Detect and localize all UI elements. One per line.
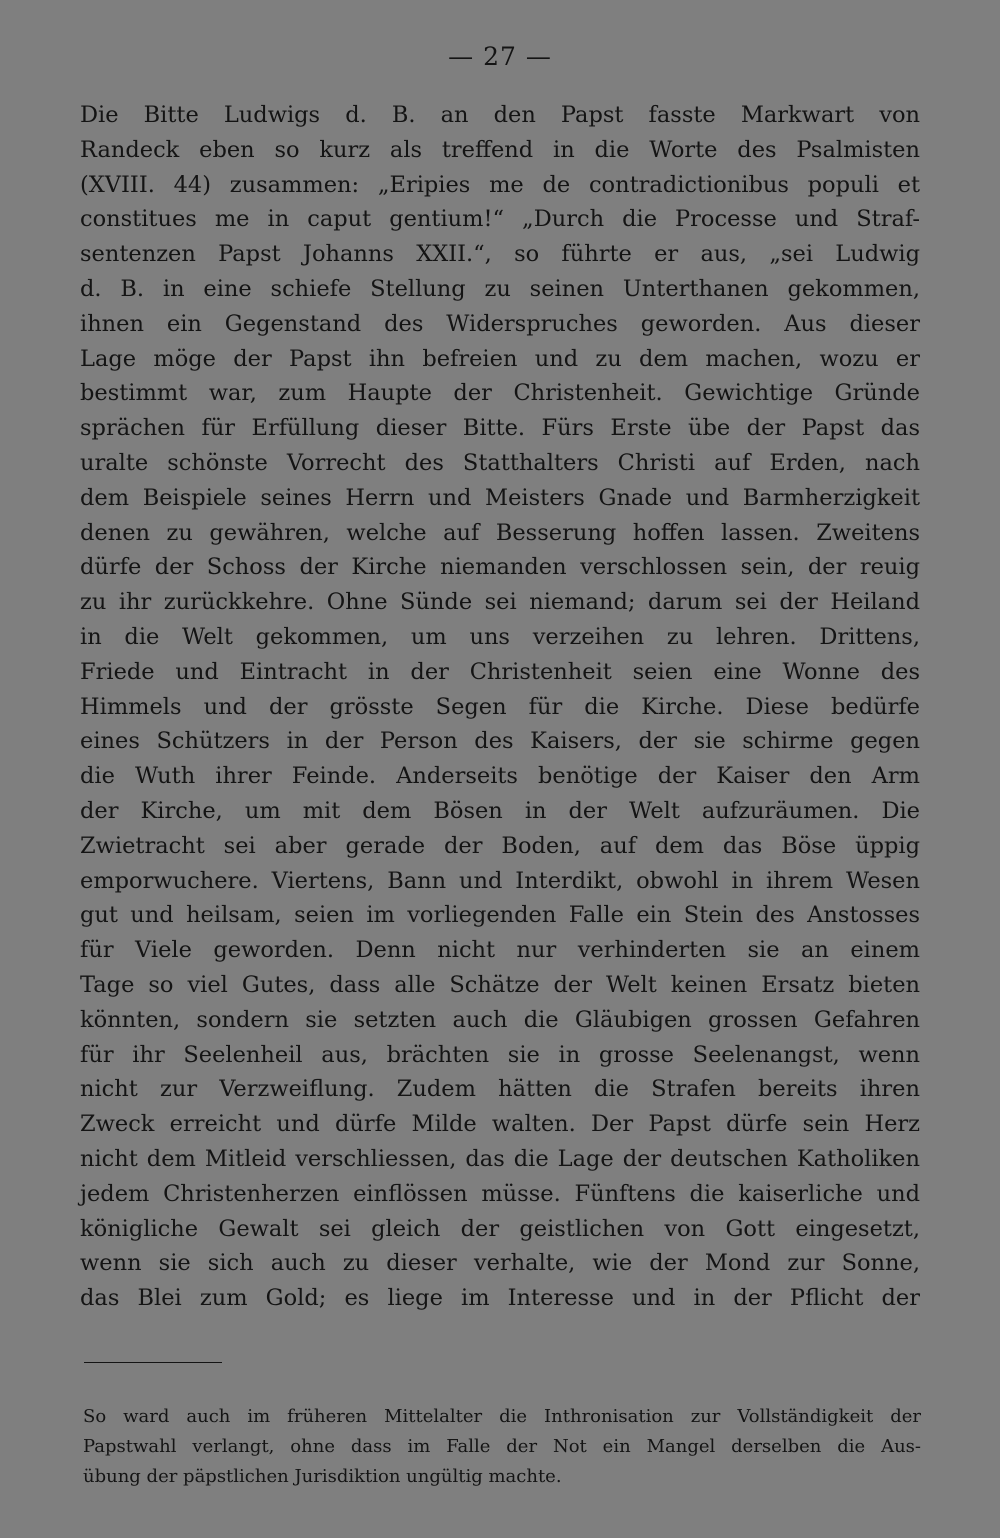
text-line: sentenzen Papst Johanns XXII.“, so führte er aus, „sei Ludwig <box>80 241 920 268</box>
text-line: denen zu gewähren, welche auf Besserung hoffen lassen. Zweitens <box>80 519 920 546</box>
footnote-divider <box>84 1362 222 1363</box>
text-line: bestimmt war, zum Haupte der Christenheit. Gewichtige Gründe <box>80 380 920 407</box>
text-line: Zweck erreicht und dürfe Milde walten. Der Papst dürfe sein Herz <box>80 1111 920 1138</box>
text-line: Lage möge der Papst ihn befreien und zu dem machen, wozu er <box>80 345 920 372</box>
text-line: Friede und Eintracht in der Christenheit seien eine Wonne des <box>80 658 920 685</box>
footnote-line: übung der päpstlichen Jurisdiktion ungültig machte. <box>83 1466 562 1487</box>
footnote <box>83 1402 921 1492</box>
footnote-line: So ward auch im früheren Mittelalter die Inthronisation zur Vollständigkeit der <box>83 1406 921 1427</box>
text-line: (XVIII. 44) zusammen: „Eripies me de contradictionibus populi et <box>80 171 920 198</box>
text-line: für Viele geworden. Denn nicht nur verhinderten sie an einem <box>80 937 920 964</box>
text-line: dem Beispiele seines Herrn und Meisters Gnade und Barmherzigkeit <box>80 484 920 511</box>
text-line: die Wuth ihrer Feinde. Anderseits benötige der Kaiser den Arm <box>80 763 920 790</box>
text-line: constitues me in caput gentium!“ „Durch die Processe und Straf- <box>80 206 920 233</box>
text-line: ihnen ein Gegenstand des Widerspruches geworden. Aus dieser <box>80 310 920 337</box>
text-line: in die Welt gekommen, um uns verzeihen zu lehren. Drittens, <box>80 623 920 650</box>
text-line: zu ihr zurückkehre. Ohne Sünde sei niemand; darum sei der Heiland <box>80 589 920 616</box>
text-line: eines Schützers in der Person des Kaisers, der sie schirme gegen <box>80 728 920 755</box>
text-line: jedem Christenherzen einflössen müsse. Fünftens die kaiserliche und <box>80 1180 920 1207</box>
body-text <box>80 98 920 1316</box>
text-line: dürfe der Schoss der Kirche niemanden verschlossen sein, der reuig <box>80 554 920 581</box>
text-line: Die Bitte Ludwigs d. B. an den Papst fasste Markwart von <box>80 102 920 128</box>
text-line: Randeck eben so kurz als treffend in die Worte des Psalmisten <box>80 136 920 163</box>
text-line: Zwietracht sei aber gerade der Boden, auf dem das Böse üppig <box>80 832 920 859</box>
text-line: das Blei zum Gold; es liege im Interesse und in der Pflicht der <box>80 1285 920 1312</box>
text-line: nicht dem Mitleid verschliessen, das die Lage der deutschen Katholiken <box>80 1145 920 1172</box>
text-line: königliche Gewalt sei gleich der geistlichen von Gott eingesetzt, <box>80 1215 920 1242</box>
text-line: nicht zur Verzweiflung. Zudem hätten die Strafen bereits ihren <box>80 1076 920 1103</box>
text-line: Himmels und der grösste Segen für die Kirche. Diese bedürfe <box>80 693 920 720</box>
text-line: Tage so viel Gutes, dass alle Schätze der Welt keinen Ersatz bieten <box>80 971 920 998</box>
text-line: für ihr Seelenheil aus, brächten sie in grosse Seelenangst, wenn <box>80 1041 920 1068</box>
text-line: gut und heilsam, seien im vorliegenden Falle ein Stein des Anstosses <box>80 902 920 929</box>
page-number: — 27 — <box>448 42 552 71</box>
text-line: d. B. in eine schiefe Stellung zu seinen Unterthanen gekommen, <box>80 275 920 302</box>
footnote-line: Papstwahl verlangt, ohne dass im Falle der Not ein Mangel derselben die Aus- <box>83 1436 921 1457</box>
text-line: könnten, sondern sie setzten auch die Gläubigen grossen Gefahren <box>80 1006 920 1033</box>
text-line: wenn sie sich auch zu dieser verhalte, wie der Mond zur Sonne, <box>80 1250 920 1277</box>
text-line: der Kirche, um mit dem Bösen in der Welt aufzuräumen. Die <box>80 797 920 824</box>
text-line: emporwuchere. Viertens, Bann und Interdikt, obwohl in ihrem Wesen <box>80 867 920 894</box>
text-line: uralte schönste Vorrecht des Statthalters Christi auf Erden, nach <box>80 449 920 476</box>
text-line: sprächen für Erfüllung dieser Bitte. Fürs Erste übe der Papst das <box>80 415 920 442</box>
